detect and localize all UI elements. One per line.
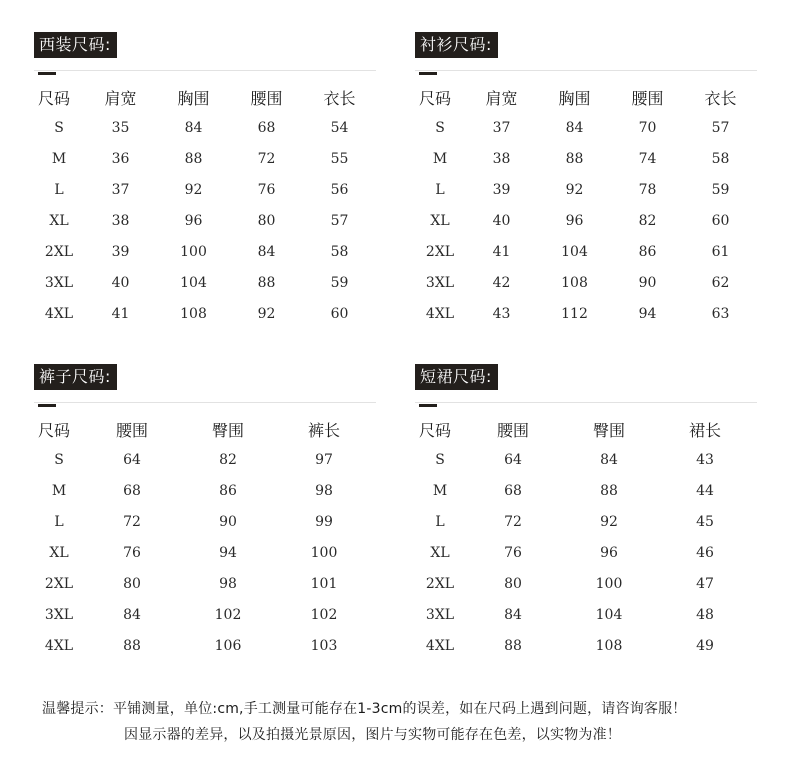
measurement-cell: 72 xyxy=(504,513,522,530)
measurement-cell: 41 xyxy=(492,243,511,260)
column-header: 腰围 xyxy=(115,420,148,440)
measurement-cell: 98 xyxy=(315,482,333,499)
table-row xyxy=(415,143,757,174)
measurement-cell: 74 xyxy=(638,150,657,167)
measurement-cell: 96 xyxy=(184,212,203,229)
size-label: 2XL xyxy=(425,243,455,260)
measurement-cell: 104 xyxy=(561,243,588,260)
measurement-cell: 80 xyxy=(504,575,522,592)
panel-title: 短裙尺码: xyxy=(415,364,498,390)
measurement-cell: 76 xyxy=(504,544,522,561)
size-label: 2XL xyxy=(44,575,74,592)
measurement-cell: 38 xyxy=(492,150,511,167)
size-label: XL xyxy=(49,212,69,229)
column-header: 臀围 xyxy=(211,420,244,440)
panel-title: 裤子尺码: xyxy=(34,364,117,390)
size-label: L xyxy=(435,181,445,198)
size-label: XL xyxy=(430,212,450,229)
measurement-cell: 49 xyxy=(696,637,714,654)
measurement-cell: 82 xyxy=(638,212,657,229)
size-label: M xyxy=(432,150,448,167)
measurement-cell: 58 xyxy=(330,243,349,260)
table-row xyxy=(34,506,372,537)
measurement-cell: 68 xyxy=(504,482,522,499)
size-panel-pants xyxy=(34,364,382,654)
measurement-cell: 57 xyxy=(330,212,349,229)
measurement-cell: 84 xyxy=(257,243,276,260)
measurement-cell: 39 xyxy=(111,243,130,260)
measurement-cell: 72 xyxy=(123,513,141,530)
table-row xyxy=(34,599,372,630)
measurement-cell: 48 xyxy=(696,606,714,623)
size-label: S xyxy=(54,119,64,136)
divider xyxy=(415,402,757,403)
measurement-cell: 86 xyxy=(638,243,657,260)
tip-line-1: 温馨提示：平铺测量，单位:cm,手工测量可能存在1-3cm的误差，如在尺码上遇到问题，请咨询客服！ xyxy=(42,701,687,717)
column-header: 胸围 xyxy=(177,88,210,108)
measurement-cell: 92 xyxy=(600,513,618,530)
measurement-cell: 46 xyxy=(696,544,714,561)
size-label: L xyxy=(54,513,64,530)
measurement-cell: 108 xyxy=(561,274,588,291)
measurement-cell: 102 xyxy=(214,606,242,623)
measurement-cell: 90 xyxy=(638,274,657,291)
table-row xyxy=(34,143,376,174)
size-label: XL xyxy=(49,544,69,561)
measurement-cell: 112 xyxy=(561,305,588,322)
measurement-cell: 61 xyxy=(711,243,730,260)
measurement-cell: 80 xyxy=(123,575,141,592)
size-label: 2XL xyxy=(425,575,455,592)
measurement-cell: 54 xyxy=(330,119,349,136)
table-row xyxy=(34,236,376,267)
size-label: 3XL xyxy=(425,274,455,291)
measurement-cell: 88 xyxy=(565,150,584,167)
measurement-cell: 64 xyxy=(123,451,141,468)
measurement-cell: 58 xyxy=(711,150,730,167)
measurement-cell: 76 xyxy=(257,181,276,198)
size-label: 4XL xyxy=(44,637,74,654)
table-row xyxy=(34,174,376,205)
measurement-cell: 60 xyxy=(330,305,349,322)
measurement-cell: 68 xyxy=(257,119,276,136)
measurement-cell: 37 xyxy=(111,181,130,198)
divider xyxy=(415,70,757,71)
column-header: 尺码 xyxy=(38,420,71,440)
measurement-cell: 88 xyxy=(257,274,276,291)
measurement-cell: 44 xyxy=(696,482,714,499)
measurement-cell: 64 xyxy=(504,451,522,468)
measurement-cell: 84 xyxy=(504,606,522,623)
column-header: 尺码 xyxy=(38,88,71,108)
table-row xyxy=(34,444,372,475)
measurement-cell: 42 xyxy=(492,274,511,291)
size-label: M xyxy=(432,482,448,499)
measurement-cell: 96 xyxy=(565,212,584,229)
measurement-cell: 72 xyxy=(257,150,276,167)
measurement-cell: 47 xyxy=(696,575,714,592)
measurement-cell: 90 xyxy=(219,513,237,530)
measurement-cell: 86 xyxy=(219,482,237,499)
size-label: 4XL xyxy=(425,637,455,654)
column-header: 腰围 xyxy=(250,88,283,108)
header-row xyxy=(415,414,753,444)
measurement-cell: 68 xyxy=(123,482,141,499)
table-row xyxy=(415,506,753,537)
measurement-cell: 35 xyxy=(111,119,130,136)
measurement-cell: 88 xyxy=(600,482,618,499)
measurement-cell: 104 xyxy=(180,274,207,291)
table-row xyxy=(415,630,753,661)
measurement-cell: 84 xyxy=(184,119,203,136)
table-row xyxy=(415,537,753,568)
size-label: 3XL xyxy=(44,606,74,623)
measurement-cell: 101 xyxy=(310,575,338,592)
panel-title: 衬衫尺码: xyxy=(415,32,498,58)
table-row xyxy=(415,475,753,506)
measurement-cell: 80 xyxy=(257,212,276,229)
size-table xyxy=(34,82,376,329)
table-row xyxy=(415,568,753,599)
size-panel-suit xyxy=(34,32,382,322)
measurement-cell: 43 xyxy=(492,305,511,322)
header-row xyxy=(415,82,757,112)
table-row xyxy=(34,112,376,143)
table-row xyxy=(415,205,757,236)
measurement-cell: 92 xyxy=(257,305,276,322)
header-row xyxy=(34,82,376,112)
measurement-cell: 38 xyxy=(111,212,130,229)
measurement-cell: 108 xyxy=(180,305,207,322)
measurement-cell: 84 xyxy=(123,606,141,623)
measurement-cell: 100 xyxy=(180,243,207,260)
column-header: 臀围 xyxy=(592,420,625,440)
size-label: 3XL xyxy=(44,274,74,291)
size-table xyxy=(415,414,753,661)
column-header: 腰围 xyxy=(496,420,529,440)
size-label: L xyxy=(435,513,445,530)
size-label: XL xyxy=(430,544,450,561)
measurement-cell: 84 xyxy=(565,119,584,136)
accent-dash xyxy=(419,72,437,75)
table-row xyxy=(34,267,376,298)
column-header: 尺码 xyxy=(419,420,452,440)
measurement-cell: 94 xyxy=(638,305,657,322)
size-label: S xyxy=(435,119,445,136)
tip-line-2: 因显示器的差异，以及拍摄光景原因，图片与实物可能存在色差，以实物为准！ xyxy=(124,727,621,743)
column-header: 裤长 xyxy=(307,420,340,440)
measurement-cell: 70 xyxy=(638,119,657,136)
size-label: 3XL xyxy=(425,606,455,623)
table-row xyxy=(415,112,757,143)
measurement-cell: 97 xyxy=(315,451,333,468)
column-header: 肩宽 xyxy=(104,88,137,108)
table-row xyxy=(415,298,757,329)
column-header: 肩宽 xyxy=(485,88,518,108)
column-header: 衣长 xyxy=(704,88,737,108)
measurement-cell: 94 xyxy=(219,544,237,561)
measurement-cell: 102 xyxy=(310,606,338,623)
divider xyxy=(34,70,376,71)
accent-dash xyxy=(419,404,437,407)
measurement-cell: 92 xyxy=(565,181,584,198)
size-table xyxy=(34,414,372,661)
measurement-cell: 106 xyxy=(214,637,242,654)
measurement-cell: 43 xyxy=(696,451,714,468)
table-row xyxy=(415,236,757,267)
measurement-cell: 55 xyxy=(330,150,349,167)
table-row xyxy=(34,568,372,599)
table-row xyxy=(34,630,372,661)
column-header: 裙长 xyxy=(688,420,721,440)
measurement-cell: 40 xyxy=(111,274,130,291)
measurement-cell: 88 xyxy=(184,150,203,167)
measurement-cell: 76 xyxy=(123,544,141,561)
measurement-cell: 98 xyxy=(219,575,237,592)
measurement-cell: 56 xyxy=(330,181,349,198)
measurement-cell: 36 xyxy=(111,150,130,167)
measurement-cell: 59 xyxy=(711,181,730,198)
measurement-cell: 62 xyxy=(711,274,730,291)
table-row xyxy=(415,267,757,298)
measurement-cell: 100 xyxy=(595,575,623,592)
table-row xyxy=(415,444,753,475)
size-label: M xyxy=(51,150,67,167)
measurement-cell: 108 xyxy=(595,637,623,654)
column-header: 腰围 xyxy=(631,88,664,108)
measurement-cell: 100 xyxy=(310,544,338,561)
measurement-cell: 39 xyxy=(492,181,511,198)
measurement-cell: 96 xyxy=(600,544,618,561)
size-table xyxy=(415,82,757,329)
header-row xyxy=(34,414,372,444)
measurement-cell: 88 xyxy=(123,637,141,654)
measurement-cell: 103 xyxy=(310,637,338,654)
size-panel-skirt xyxy=(415,364,763,654)
divider xyxy=(34,402,376,403)
measurement-cell: 59 xyxy=(330,274,349,291)
measurement-cell: 104 xyxy=(595,606,623,623)
measurement-cell: 57 xyxy=(711,119,730,136)
measurement-cell: 92 xyxy=(184,181,203,198)
size-label: 2XL xyxy=(44,243,74,260)
measurement-cell: 41 xyxy=(111,305,130,322)
size-label: S xyxy=(54,451,64,468)
table-row xyxy=(415,599,753,630)
size-label: M xyxy=(51,482,67,499)
measurement-cell: 63 xyxy=(711,305,730,322)
table-row xyxy=(34,537,372,568)
measurement-cell: 37 xyxy=(492,119,511,136)
table-row xyxy=(34,205,376,236)
measurement-cell: 88 xyxy=(504,637,522,654)
size-panel-shirt xyxy=(415,32,763,322)
accent-dash xyxy=(38,72,56,75)
table-row xyxy=(34,475,372,506)
measurement-cell: 82 xyxy=(219,451,237,468)
column-header: 衣长 xyxy=(323,88,356,108)
size-label: L xyxy=(54,181,64,198)
measurement-cell: 99 xyxy=(315,513,333,530)
measurement-cell: 78 xyxy=(638,181,657,198)
measurement-cell: 40 xyxy=(492,212,511,229)
size-label: 4XL xyxy=(425,305,455,322)
measurement-cell: 45 xyxy=(696,513,714,530)
measurement-cell: 84 xyxy=(600,451,618,468)
column-header: 尺码 xyxy=(419,88,452,108)
accent-dash xyxy=(38,404,56,407)
panel-title: 西装尺码: xyxy=(34,32,117,58)
size-label: S xyxy=(435,451,445,468)
column-header: 胸围 xyxy=(558,88,591,108)
table-row xyxy=(415,174,757,205)
size-label: 4XL xyxy=(44,305,74,322)
table-row xyxy=(34,298,376,329)
measurement-cell: 60 xyxy=(711,212,730,229)
